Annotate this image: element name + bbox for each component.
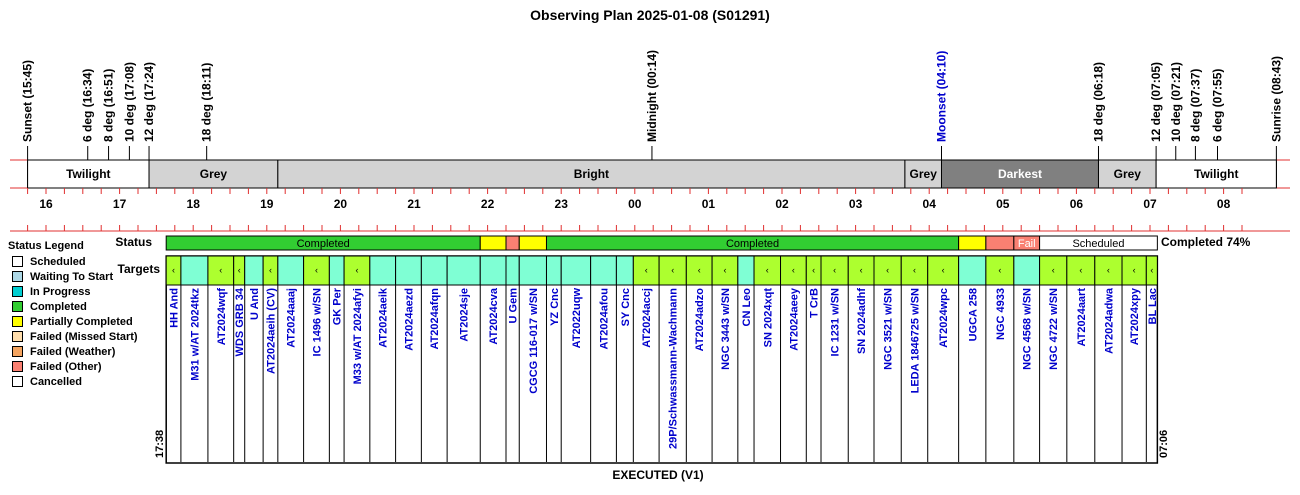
hour-tick-label: 00: [628, 197, 642, 211]
target-block[interactable]: [370, 256, 396, 285]
checkmark-icon: ‹: [1051, 265, 1055, 275]
status-segment-label: Completed: [296, 238, 350, 250]
target-label[interactable]: IC 1496 w/SN: [311, 288, 324, 357]
checkmark-icon: ‹: [941, 265, 945, 275]
hour-tick-label: 16: [39, 197, 53, 211]
legend-label: In Progress: [30, 285, 91, 298]
legend-label: Cancelled: [30, 375, 82, 388]
target-label[interactable]: AT2024afou: [598, 288, 611, 350]
legend-swatch: [12, 256, 23, 267]
checkmark-icon: ‹: [723, 265, 727, 275]
target-label[interactable]: M33 w/AT 2024afyi: [351, 288, 364, 385]
status-segment-label: Completed: [725, 238, 780, 250]
event-label: Midnight (00:14): [644, 50, 659, 142]
status-segment: [519, 236, 546, 250]
hour-tick-label: 04: [922, 197, 936, 211]
target-label[interactable]: SY Cnc: [619, 288, 632, 327]
target-block[interactable]: [278, 256, 304, 285]
target-label[interactable]: LEDA 1846725 w/SN: [909, 288, 922, 394]
event-label: 18 deg (06:18): [1091, 61, 1106, 142]
event-label: 12 deg (07:05): [1149, 61, 1164, 142]
legend-item: [8, 284, 148, 299]
target-block[interactable]: [959, 256, 986, 285]
target-block[interactable]: [738, 256, 754, 285]
legend-swatch: [12, 331, 23, 342]
target-label[interactable]: U Gem: [507, 288, 520, 324]
target-label[interactable]: 29P/Schwassmann-Wachmann: [667, 288, 680, 449]
legend-label: Failed (Weather): [30, 345, 116, 358]
target-label[interactable]: AT2024wqf: [215, 288, 228, 346]
target-block[interactable]: [616, 256, 633, 285]
checkmark-icon: ‹: [697, 265, 701, 275]
sky-band-label: Twilight: [66, 167, 111, 181]
target-label[interactable]: AT2024aezd: [403, 288, 416, 351]
target-block[interactable]: [329, 256, 344, 285]
legend-label: Failed (Other): [30, 360, 102, 373]
status-segment: [986, 236, 1014, 250]
sky-band-label: Bright: [573, 167, 610, 181]
legend-label: Completed: [30, 300, 87, 313]
start-time-label: 17:38: [154, 429, 166, 458]
hour-tick-label: 02: [775, 197, 789, 211]
target-label[interactable]: AT2024aeih (CV): [265, 288, 278, 374]
sky-band-label: Grey: [1113, 167, 1141, 181]
sky-band-label: Darkest: [997, 167, 1043, 181]
event-label: 10 deg (07:21): [1168, 61, 1183, 142]
targets-row-label: Targets: [117, 262, 160, 276]
target-block[interactable]: [181, 256, 208, 285]
sky-band-label: Twilight: [1194, 167, 1239, 181]
hour-tick-label: 07: [1143, 197, 1157, 211]
target-label[interactable]: CGCG 116-017 w/SN: [527, 288, 540, 394]
target-label[interactable]: AT2024aaaj: [285, 288, 298, 348]
hour-tick-label: 23: [554, 197, 568, 211]
end-time-label: 07:06: [1158, 429, 1170, 458]
checkmark-icon: ‹: [791, 265, 795, 275]
target-label[interactable]: T CrB: [808, 288, 821, 318]
legend-item: [8, 254, 148, 269]
target-label[interactable]: UGCA 258: [967, 288, 980, 342]
target-label[interactable]: HH And: [168, 288, 181, 328]
event-label: 6 deg (07:55): [1210, 68, 1225, 142]
hour-tick-label: 19: [260, 197, 274, 211]
target-label[interactable]: SN 2024xqt: [762, 288, 775, 348]
target-label[interactable]: NGC 4933: [994, 288, 1007, 340]
target-label[interactable]: CN Leo: [740, 288, 753, 327]
legend-title: Status Legend: [8, 240, 84, 252]
legend-label: Waiting To Start: [30, 270, 114, 283]
checkmark-icon: ‹: [219, 265, 223, 275]
checkmark-icon: ‹: [1106, 265, 1110, 275]
status-legend: [8, 239, 148, 389]
hour-tick-label: 06: [1069, 197, 1084, 211]
hour-tick-label: 20: [333, 197, 348, 211]
checkmark-icon: ‹: [765, 265, 769, 275]
checkmark-icon: ‹: [833, 265, 837, 275]
checkmark-icon: ‹: [912, 265, 916, 275]
target-label[interactable]: AT2024xpy: [1129, 288, 1142, 346]
sky-band-label: Grey: [909, 167, 937, 181]
checkmark-icon: ‹: [1132, 265, 1136, 275]
checkmark-icon: ‹: [1079, 265, 1083, 275]
legend-item: [8, 359, 148, 374]
event-label: 6 deg (16:34): [80, 68, 95, 142]
checkmark-icon: ‹: [237, 265, 241, 275]
event-label: 8 deg (16:51): [101, 68, 116, 142]
target-block[interactable]: [546, 256, 561, 285]
checkmark-icon: ‹: [671, 265, 675, 275]
target-label[interactable]: AT2024adwa: [1103, 288, 1116, 354]
hour-tick-label: 18: [186, 197, 200, 211]
hour-tick-label: 01: [701, 197, 716, 211]
target-label[interactable]: SN 2024adhf: [856, 288, 869, 355]
status-segment: [480, 236, 506, 250]
target-block[interactable]: [447, 256, 480, 285]
status-segment: [506, 236, 519, 250]
target-label[interactable]: NGC 3443 w/SN: [719, 288, 732, 370]
event-label: 8 deg (07:37): [1188, 68, 1203, 142]
legend-item: [8, 329, 148, 344]
target-label[interactable]: AT2022uqw: [570, 288, 583, 349]
status-segment-label: Fail: [1017, 238, 1036, 250]
target-block[interactable]: [480, 256, 506, 285]
legend-swatch: [12, 271, 23, 282]
target-label[interactable]: M31 w/AT 2024tkz: [189, 288, 202, 381]
event-label: Sunrise (08:43): [1269, 55, 1284, 142]
event-label: Sunset (15:45): [20, 59, 35, 142]
target-label[interactable]: AT2024sje: [458, 288, 471, 342]
target-label[interactable]: AT2024aart: [1075, 288, 1088, 347]
hour-tick-label: 08: [1216, 197, 1231, 211]
legend-label: Scheduled: [30, 255, 86, 268]
event-label: Moonset (04:10): [934, 50, 949, 142]
legend-swatch: [12, 301, 23, 312]
event-label: 12 deg (17:24): [142, 61, 157, 142]
legend-swatch: [12, 361, 23, 372]
target-label[interactable]: WDS GRB 34: [234, 288, 247, 357]
hour-tick-label: 03: [848, 197, 863, 211]
legend-item: [8, 314, 148, 329]
legend-item: [8, 269, 148, 284]
target-label[interactable]: BL Lac: [1146, 288, 1159, 325]
target-block[interactable]: [396, 256, 422, 285]
target-label[interactable]: GK Per: [331, 288, 344, 326]
target-label[interactable]: YZ Cnc: [548, 288, 561, 326]
legend-item: [8, 344, 148, 359]
status-segment: [959, 236, 986, 250]
checkmark-icon: ‹: [859, 265, 863, 275]
target-label[interactable]: AT2024accj: [641, 288, 654, 348]
legend-item: [8, 374, 148, 389]
target-label[interactable]: AT2024aeik: [377, 288, 390, 348]
event-label: 18 deg (18:11): [199, 62, 214, 142]
checkmark-icon: ‹: [268, 265, 272, 275]
target-label[interactable]: NGC 4568 w/SN: [1021, 288, 1034, 370]
target-label[interactable]: NGC 4722 w/SN: [1048, 288, 1061, 370]
target-label[interactable]: NGC 3521 w/SN: [882, 288, 895, 370]
legend-label: Partially Completed: [30, 315, 133, 328]
footer-label: EXECUTED (V1): [612, 468, 704, 482]
targets-frame: [166, 256, 1157, 463]
status-segment-label: Scheduled: [1072, 238, 1125, 250]
target-label[interactable]: AT2024wpc: [938, 288, 951, 348]
legend-swatch: [12, 316, 23, 327]
target-block[interactable]: [421, 256, 447, 285]
legend-swatch: [12, 286, 23, 297]
target-label[interactable]: AT2024afqn: [429, 288, 442, 350]
legend-swatch: [12, 346, 23, 357]
target-label[interactable]: AT2024adzo: [694, 288, 707, 352]
status-row-label: Status: [115, 235, 152, 249]
legend-label: Failed (Missed Start): [30, 330, 138, 343]
target-block[interactable]: [245, 256, 263, 285]
checkmark-icon: ‹: [355, 265, 359, 275]
hour-tick-label: 05: [996, 197, 1010, 211]
checkmark-icon: ‹: [314, 265, 318, 275]
checkmark-icon: ‹: [812, 265, 816, 275]
checkmark-icon: ‹: [998, 265, 1002, 275]
target-label[interactable]: AT2024cva: [488, 288, 501, 345]
target-label[interactable]: U And: [248, 288, 261, 320]
hour-tick-label: 17: [112, 197, 127, 211]
checkmark-icon: ‹: [644, 265, 648, 275]
target-block[interactable]: [591, 256, 617, 285]
target-block[interactable]: [519, 256, 546, 285]
target-label[interactable]: AT2024aeey: [788, 288, 801, 351]
checkmark-icon: ‹: [172, 265, 176, 275]
target-block[interactable]: [1014, 256, 1040, 285]
chart-title: Observing Plan 2025-01-08 (S01291): [530, 7, 770, 23]
target-block[interactable]: [561, 256, 590, 285]
target-block[interactable]: [506, 256, 519, 285]
completed-summary: Completed 74%: [1161, 235, 1251, 249]
sky-band-label: Grey: [199, 167, 228, 181]
target-label[interactable]: IC 1231 w/SN: [829, 288, 842, 357]
hour-tick-label: 22: [480, 197, 495, 211]
checkmark-icon: ‹: [886, 265, 890, 275]
legend-item: [8, 299, 148, 314]
hour-tick-label: 21: [407, 197, 421, 211]
event-label: 10 deg (17:08): [122, 61, 137, 142]
legend-swatch: [12, 376, 23, 387]
checkmark-icon: ‹: [1150, 265, 1154, 275]
